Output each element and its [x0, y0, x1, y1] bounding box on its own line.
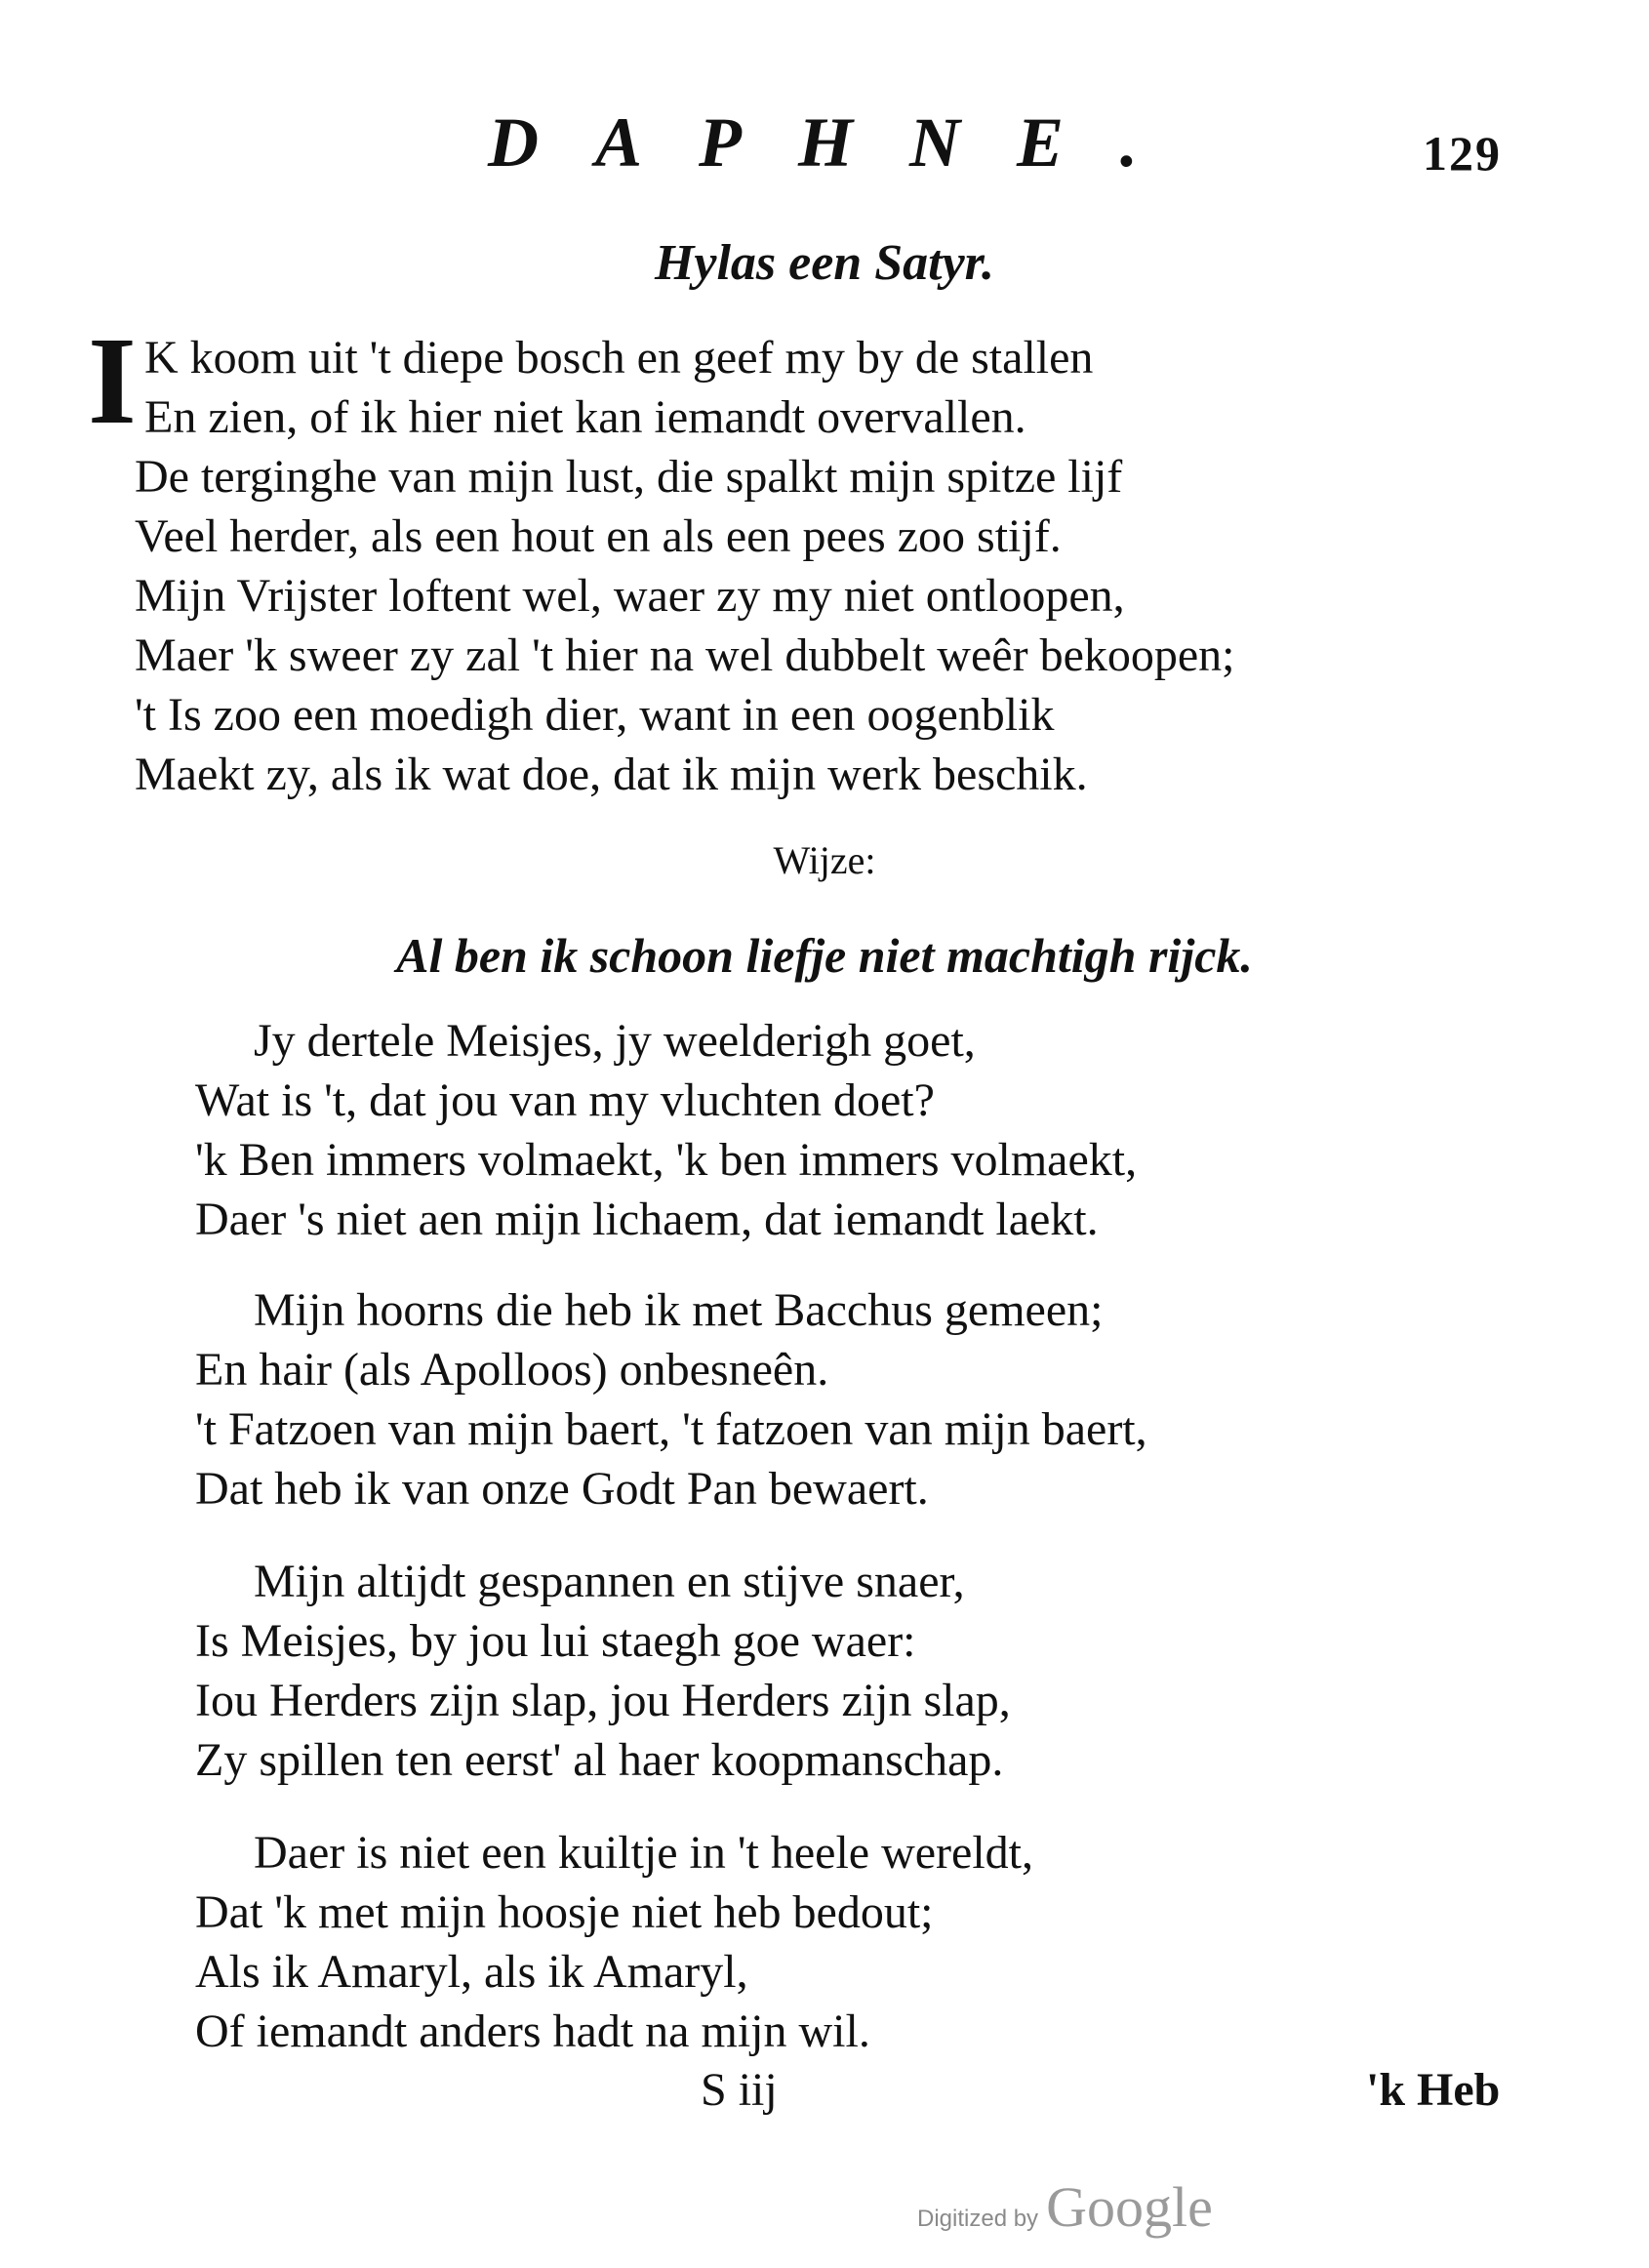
- verse-line: Veel herder, als een hout en als een pees zoo stijf.: [135, 510, 1062, 562]
- verse-line: En hair (als Apolloos) onbesneên.: [195, 1344, 829, 1396]
- verse-line: Dat 'k met mijn hoosje niet heb bedout;: [195, 1886, 934, 1938]
- verse-line: K koom uit 't diepe bosch en geef my by de stallen: [144, 332, 1094, 384]
- tune-label: Wijze:: [773, 838, 876, 882]
- verse-line: Wat is 't, dat jou van my vluchten doet?: [195, 1074, 935, 1126]
- verse-line: En zien, of ik hier niet kan iemandt overvallen.: [144, 391, 1026, 443]
- speaker-heading: Hylas een Satyr.: [654, 235, 995, 291]
- verse-line: Maekt zy, als ik wat doe, dat ik mijn werk beschik.: [135, 749, 1088, 800]
- verse-line: 't Fatzoen van mijn baert, 't fatzoen van mijn baert,: [195, 1403, 1147, 1455]
- verse-line: Als ik Amaryl, als ik Amaryl,: [195, 1946, 748, 1998]
- google-logo: Google: [1046, 2175, 1213, 2239]
- verse-line: Daer 's niet aen mijn lichaem, dat iemandt laekt.: [195, 1194, 1099, 1245]
- verse-line: Mijn hoorns die heb ik met Bacchus gemeen;: [254, 1284, 1104, 1336]
- verse-line: Is Meisjes, by jou lui staegh goe waer:: [195, 1615, 916, 1667]
- verse-line: Iou Herders zijn slap, jou Herders zijn slap,: [195, 1675, 1011, 1726]
- page-number: 129: [1423, 126, 1502, 181]
- song-stanza-4: [195, 1823, 1033, 2061]
- verse-line: Mijn Vrijster loftent wel, waer zy my niet ontloopen,: [135, 570, 1125, 622]
- song-stanza-1: [195, 1011, 1137, 1249]
- drop-initial: I: [88, 311, 137, 450]
- verse-line: 'k Ben immers volmaekt, 'k ben immers volmaekt,: [195, 1134, 1138, 1186]
- signature-mark: S iij: [701, 2064, 778, 2116]
- verse-line: Of iemandt anders hadt na mijn wil.: [195, 2005, 870, 2057]
- verse-line: Maer 'k sweer zy zal 't hier na wel dubbelt weêr bekoopen;: [135, 629, 1235, 681]
- tune-title: Al ben ik schoon liefje niet machtigh rijck.: [396, 928, 1253, 983]
- verse-line: Jy dertele Meisjes, jy weelderigh goet,: [254, 1015, 976, 1067]
- digitized-label: Digitized by: [917, 2206, 1039, 2232]
- song-stanza-2: [195, 1280, 1147, 1519]
- verse-line: Dat heb ik van onze Godt Pan bewaert.: [195, 1463, 929, 1515]
- verse-line: 't Is zoo een moedigh dier, want in een oogenblik: [135, 689, 1055, 741]
- verse-line: De terginghe van mijn lust, die spalkt mijn spitze lijf: [135, 451, 1123, 503]
- running-title: DAPHNE.: [488, 103, 1195, 182]
- verse-line: Daer is niet een kuiltje in 't heele wereldt,: [254, 1827, 1034, 1879]
- verse-line: Zy spillen ten eerst' al haer koopmanschap.: [195, 1734, 1004, 1786]
- digitized-by-watermark: [917, 2174, 1213, 2240]
- song-stanza-3: [195, 1552, 1011, 1790]
- opening-speech: [135, 328, 1235, 804]
- verse-line: Mijn altijdt gespannen en stijve snaer,: [254, 1556, 965, 1607]
- catchword: 'k Heb: [1366, 2064, 1501, 2116]
